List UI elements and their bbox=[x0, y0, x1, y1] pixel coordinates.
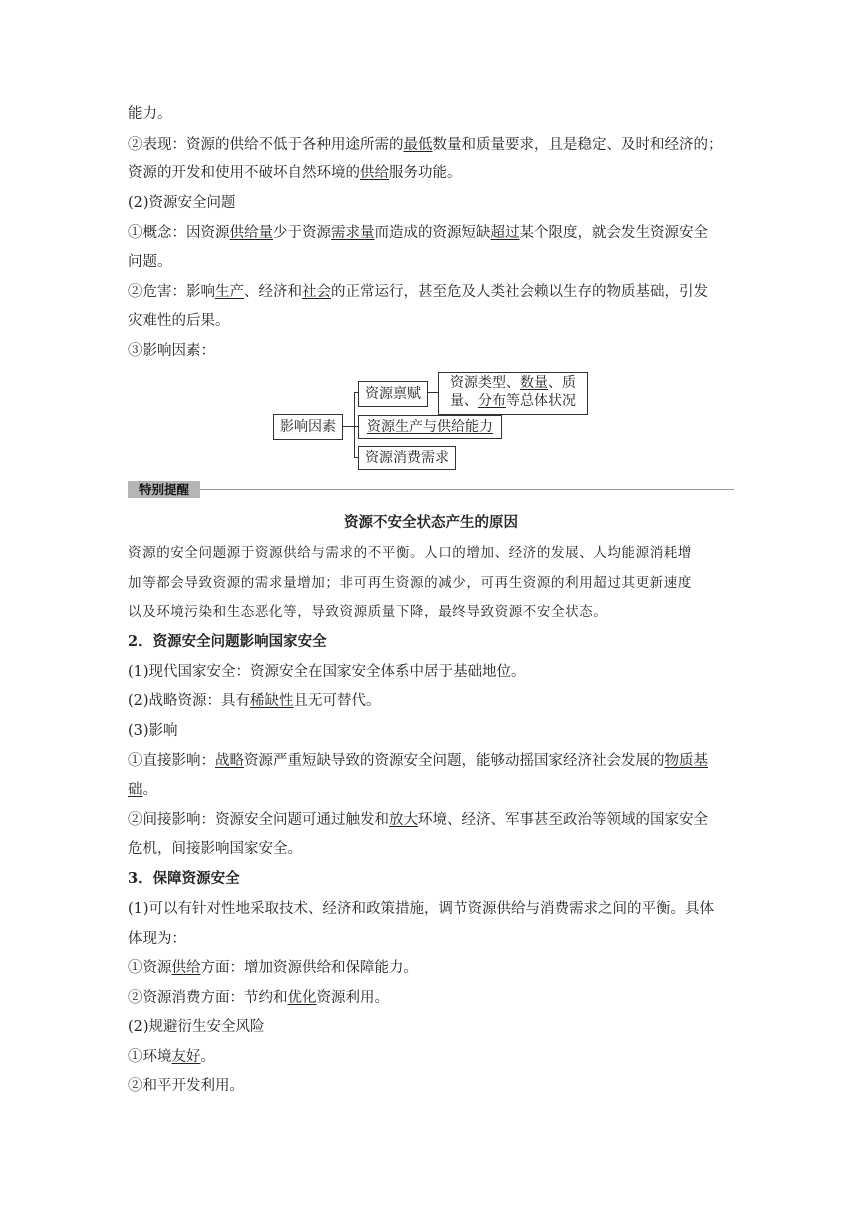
connector-line bbox=[342, 426, 354, 427]
tip-label: 特别提醒 bbox=[128, 481, 200, 498]
tip-divider bbox=[200, 489, 734, 490]
diagram-branch-endowment: 资源禀赋 bbox=[358, 381, 428, 407]
section-heading: 3．保障资源安全 bbox=[128, 870, 240, 887]
text-line: 体现为： bbox=[128, 931, 186, 947]
text-line: 础。 bbox=[128, 782, 157, 798]
diagram-root: 影响因素 bbox=[273, 414, 343, 440]
diagram-endowment-detail bbox=[438, 372, 588, 415]
detail-line: 资源类型、数量、质 bbox=[450, 375, 576, 391]
diagram-branch-production: 资源生产与供给能力 bbox=[358, 415, 502, 439]
text-line: 资源的开发和使用不破坏自然环境的供给服务功能。 bbox=[128, 165, 462, 181]
text-line: 灾难性的后果。 bbox=[128, 313, 230, 329]
text-line: 问题。 bbox=[128, 254, 172, 270]
detail-line: 量、分布等总体状况 bbox=[450, 393, 576, 409]
text-line: ②间接影响：资源安全问题可通过触发和放大环境、经济、军事甚至政治等领域的国家安全 bbox=[128, 812, 708, 828]
text-line: ②资源消费方面：节约和优化资源利用。 bbox=[128, 990, 389, 1006]
tip-text-line: 资源的安全问题源于资源供给与需求的不平衡。人口的增加、经济的发展、人均能源消耗增 bbox=[128, 545, 692, 561]
text-line: ③影响因素： bbox=[128, 343, 215, 359]
text-line: (2)资源安全问题 bbox=[128, 195, 236, 211]
text-line: (1)现代国家安全：资源安全在国家安全体系中居于基础地位。 bbox=[128, 664, 526, 680]
text-line: 能力。 bbox=[128, 106, 172, 122]
tip-title: 资源不安全状态产生的原因 bbox=[344, 514, 518, 531]
tip-text-line: 加等都会导致资源的需求量增加；非可再生资源的减少，可再生资源的利用超过其更新速度 bbox=[128, 575, 692, 591]
text-line: (2)规避衍生安全风险 bbox=[128, 1019, 265, 1035]
text-line: ①直接影响：战略资源严重短缺导致的资源安全问题，能够动摇国家经济社会发展的物质基 bbox=[128, 753, 708, 769]
text-line: (1)可以有针对性地采取技术、经济和政策措施，调节资源供给与消费需求之间的平衡。具体 bbox=[128, 901, 715, 917]
text-line: ②和平开发利用。 bbox=[128, 1078, 244, 1094]
connector-line bbox=[354, 392, 355, 457]
connector-line bbox=[427, 392, 438, 393]
diagram-branch-consumption: 资源消费需求 bbox=[358, 446, 456, 470]
text-line: ①环境友好。 bbox=[128, 1049, 215, 1065]
text-line: 危机，间接影响国家安全。 bbox=[128, 841, 302, 857]
section-heading: 2．资源安全问题影响国家安全 bbox=[128, 633, 327, 650]
text-line: (3)影响 bbox=[128, 723, 178, 739]
tip-text-line: 以及环境污染和生态恶化等，导致资源质量下降，最终导致资源不安全状态。 bbox=[128, 604, 608, 620]
text-line: ①概念：因资源供给量少于资源需求量而造成的资源短缺超过某个限度，就会发生资源安全 bbox=[128, 225, 708, 241]
text-line: ②表现：资源的供给不低于各种用途所需的最低数量和质量要求，且是稳定、及时和经济的； bbox=[128, 137, 723, 153]
text-line: ②危害：影响生产、经济和社会的正常运行，甚至危及人类社会赖以生存的物质基础，引发 bbox=[128, 284, 708, 300]
text-line: ①资源供给方面：增加资源供给和保障能力。 bbox=[128, 960, 418, 976]
text-line: (2)战略资源：具有稀缺性且无可替代。 bbox=[128, 693, 381, 709]
